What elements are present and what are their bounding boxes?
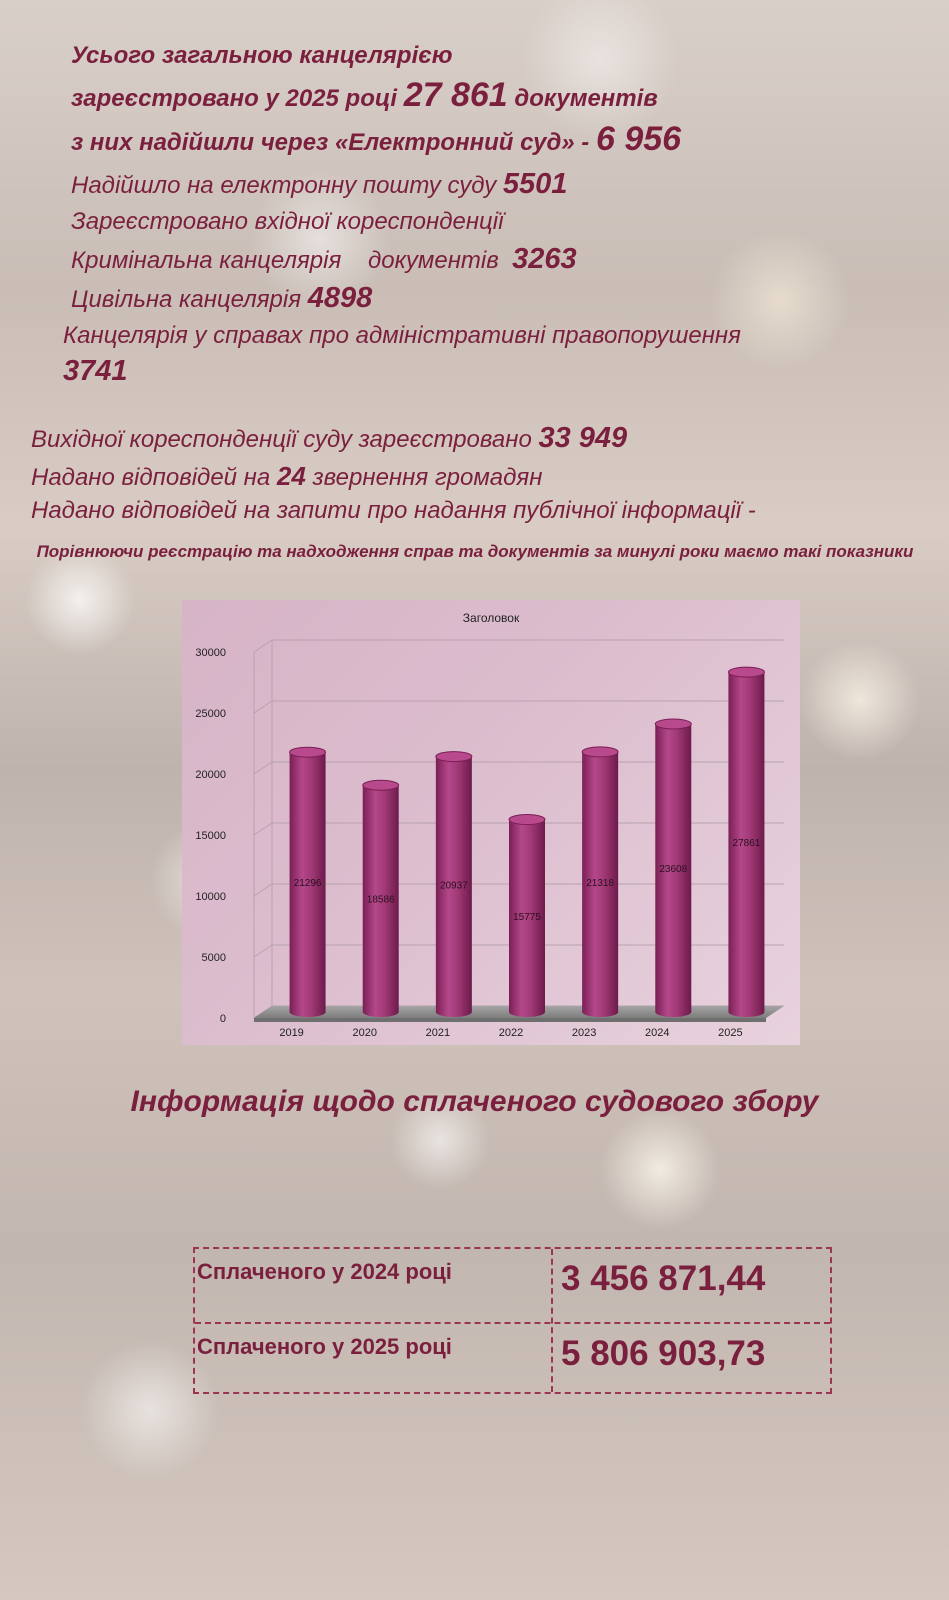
bar-top-2019 [290,747,326,757]
fee-2024-label: Сплаченого у 2024 році [197,1259,452,1284]
y-tick-label: 0 [219,1013,226,1025]
fee-2025-label: Сплаченого у 2025 році [197,1334,452,1359]
total-registered-line [71,76,658,115]
civil-count: 4898 [307,282,373,314]
court-fee-title: Інформація щодо сплаченого судового збору [130,1085,819,1118]
y-tick-label: 30000 [195,647,226,659]
criminal-line [71,243,577,276]
email-count: 5501 [502,168,568,200]
table-row [195,1249,830,1322]
data-label-2022: 15775 [513,911,541,923]
total-documents-count: 27 861 [403,76,508,114]
chart-title: Заголовок [462,611,520,625]
e-court-text: з них надійшли через «Електронний суд» - [71,129,590,156]
comparison-title: Порівнюючи реєстрацію та надходження справ та документів за минулі роки маємо такі показники [36,542,914,561]
gridline-side [254,945,272,957]
total-line-2-suffix: документів [514,85,658,112]
admin-line [63,322,741,350]
y-tick-label: 20000 [195,769,226,781]
incoming-text: Зареєстровано вхідної кореспонденції [71,208,504,235]
x-tick-label: 2023 [571,1027,597,1039]
court-fee-table [193,1247,832,1394]
bar-top-2025 [728,667,764,677]
data-label-2024: 23608 [659,863,688,875]
total-line-2-text: зареєстровано у 2025 році [71,85,398,112]
bar-chart [182,600,800,1045]
bar-top-2021 [436,752,472,762]
incoming-line [71,208,503,236]
fee-2024-value: 3 456 871,44 [561,1259,766,1298]
criminal-text: Кримінальна канцелярія документів [71,247,499,274]
x-tick-label: 2024 [645,1027,670,1039]
email-text: Надійшло на електронну пошту суду [71,172,497,199]
gridline-side [254,823,272,835]
e-court-count: 6 956 [595,120,682,158]
bar-top-2023 [582,747,618,757]
gridline-side [254,701,272,713]
x-tick-label: 2022 [498,1027,524,1039]
e-court-line [71,120,681,159]
y-tick-label: 10000 [195,891,226,903]
answers-count: 24 [276,461,306,491]
y-tick-label: 15000 [195,830,226,842]
data-label-2019: 21296 [293,878,322,890]
data-label-2025: 27861 [732,838,761,850]
total-line-1: Усього загальною канцелярією [71,42,453,69]
answers-text: Надано відповідей на [31,464,271,491]
gridline-side [254,762,272,774]
answers-line [31,461,542,492]
public-info-line [31,497,756,525]
bar-top-2020 [363,780,399,790]
fee-2025-value: 5 806 903,73 [561,1334,766,1373]
chart-floor-edge [254,1018,766,1022]
data-label-2023: 21318 [586,877,615,889]
criminal-count: 3263 [512,243,577,275]
gridline-side [254,884,272,896]
x-tick-label: 2019 [279,1027,304,1039]
bar-top-2022 [509,815,545,825]
civil-line [71,282,372,315]
chart-panel [182,600,800,1045]
email-line [71,168,567,201]
y-tick-label: 25000 [195,708,226,720]
y-tick-label: 5000 [201,952,226,964]
x-tick-label: 2025 [718,1027,743,1039]
admin-text: Канцелярія у справах про адміністративні правопорушення [63,322,741,349]
table-row [195,1322,830,1397]
public-info-text: Надано відповідей на запити про надання публічної інформації - [31,497,756,524]
bar-top-2024 [655,719,691,729]
total-registered-heading [71,42,453,70]
answers-suffix: звернення громадян [312,464,543,491]
x-tick-label: 2020 [352,1027,377,1039]
data-label-2020: 18586 [366,894,395,906]
civil-text: Цивільна канцелярія [71,286,302,313]
outgoing-count: 33 949 [538,422,628,454]
data-label-2021: 20937 [439,880,468,892]
outgoing-line [31,422,627,455]
outgoing-text: Вихідної кореспонденції суду зареєстровано [31,426,532,453]
admin-count: 3741 [63,355,128,387]
x-tick-label: 2021 [425,1027,451,1039]
gridline-side [254,640,272,652]
